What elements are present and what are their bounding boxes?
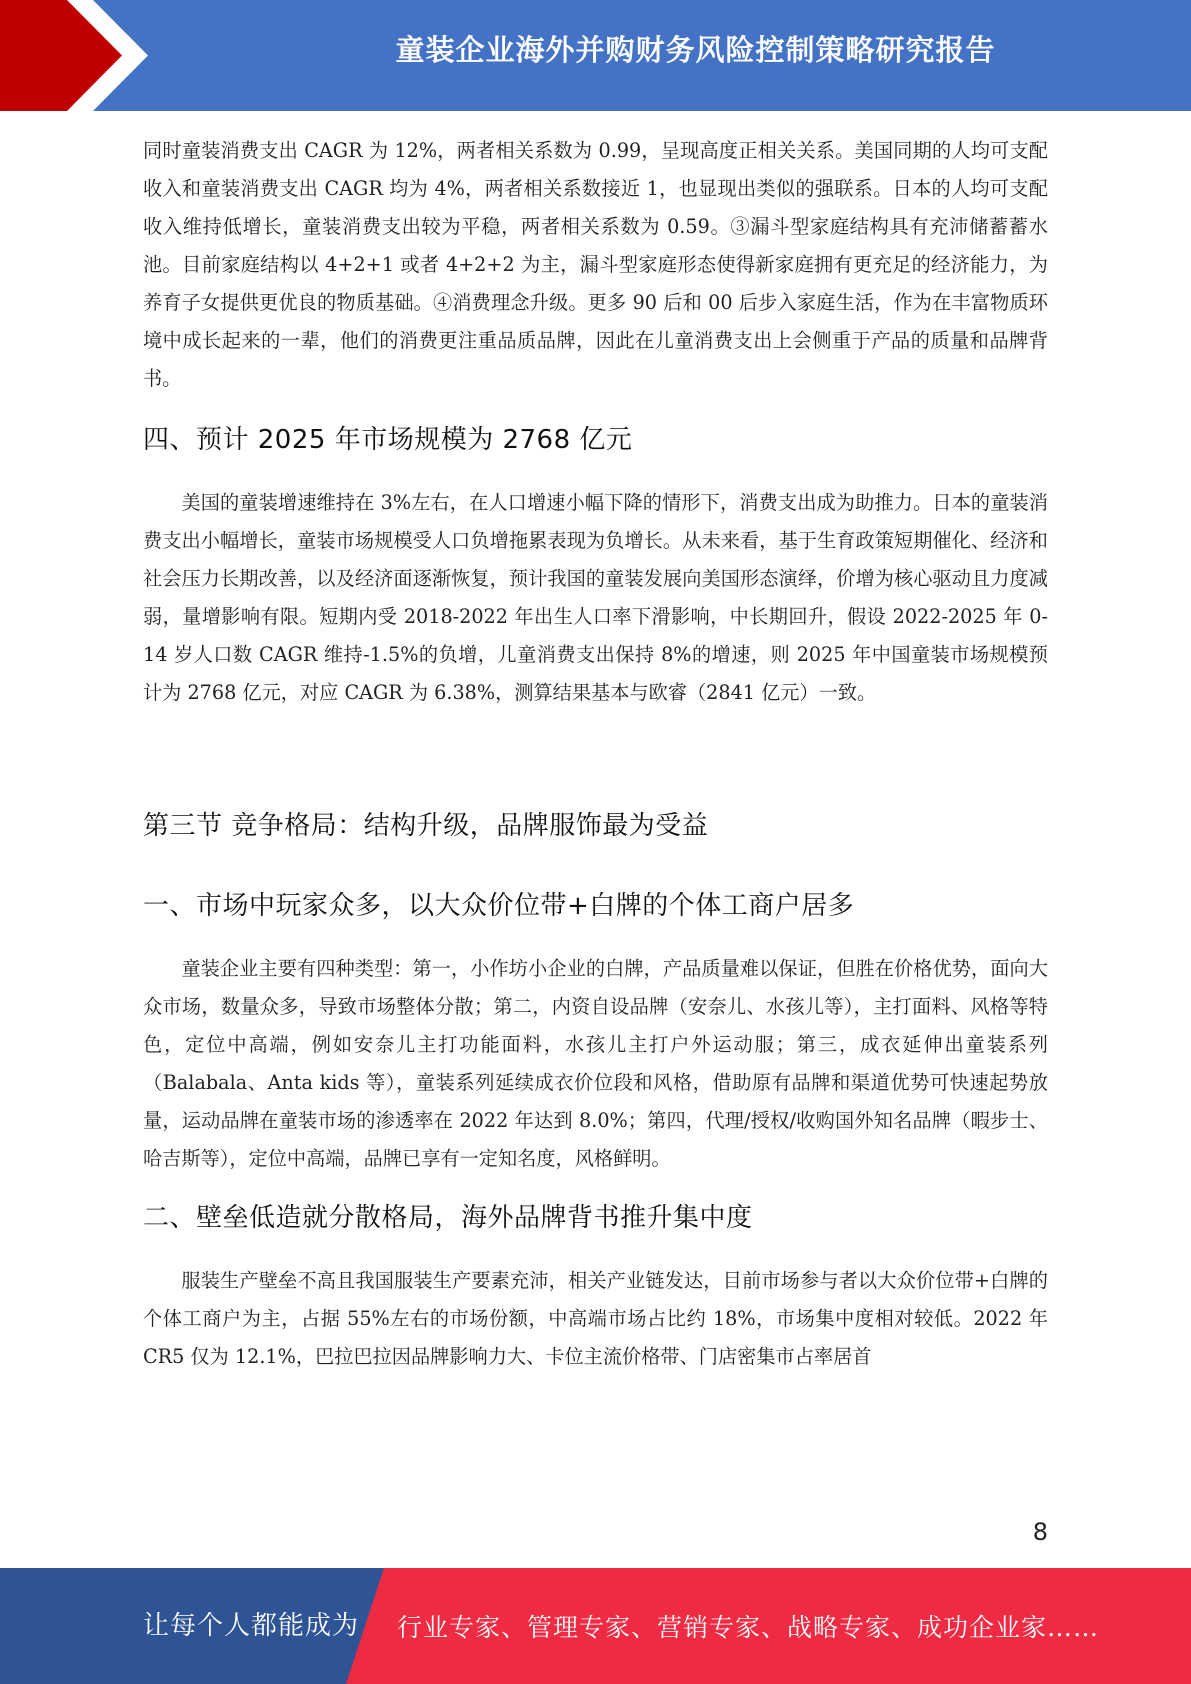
heading-section-2: 二、壁垒低造就分散格局，海外品牌背书推升集中度 bbox=[143, 1203, 753, 1233]
footer-slogan-left: 让每个人都能成为 bbox=[143, 1611, 360, 1641]
chevron-arrow-icon bbox=[0, 0, 160, 111]
heading-section-4: 四、预计 2025 年市场规模为 2768 亿元 bbox=[143, 425, 633, 455]
main-content bbox=[143, 132, 1048, 1376]
intro-paragraph: 同时童装消费支出 CAGR 为 12%，两者相关系数为 0.99，呈现高度正相关关系。美国同期的人均可支配收入和童装消费支出 CAGR 均为 4%，两者相关系数接近 1，也显现出类似的强联系。日本的人均可支配收入维持低增长，童装消费支出较为平稳，两者相关系数为 0.59。③漏斗型家庭结构具有充沛储蓄蓄水池。目前家庭结构以 4+2+1 或者 4+2+2 为主，漏斗型家庭形态使得新家庭拥有更充足的经济能力，为养育子女提供更优良的物质基础。④消费理念升级。更多 90 后和 00 后步入家庭生活，作为在丰富物质环境中成长起来的一辈，他们的消费更注重品质品牌，因此在儿童消费支出上会侧重于产品的质量和品牌背书。 bbox=[143, 139, 1048, 390]
report-title: 童装企业海外并购财务风险控制策略研究报告 bbox=[395, 33, 996, 67]
footer-banner bbox=[0, 1568, 1191, 1684]
footer-slogan-right: 行业专家、管理专家、营销专家、战略专家、成功企业家…… bbox=[397, 1613, 1100, 1642]
paragraph-section-4: 美国的童装增速维持在 3%左右，在人口增速小幅下降的情形下，消费支出成为助推力。日本的童装消费支出小幅增长，童装市场规模受人口负增拖累表现为负增长。从未来看，基于生育政策短期催化、经济和社会压力长期改善，以及经济面逐渐恢复，预计我国的童装发展向美国形态演绎，价增为核心驱动且力度减弱，量增影响有限。短期内受 2018-2022 年出生人口率下滑影响，中长期回升，假设 2022-2025 年 0-14 岁人口数 CAGR 维持-1.5%的负增，儿童消费支出保持 8%的增速，则 2025 年中国童装市场规模预计为 2768 亿元，对应 CAGR 为 6.38%，测算结果基本与欧睿（2841 亿元）一致。 bbox=[143, 491, 1048, 704]
section-3-title: 第三节 竞争格局：结构升级，品牌服饰最为受益 bbox=[143, 811, 709, 841]
page-number: 8 bbox=[1032, 1518, 1048, 1546]
heading-section-1: 一、市场中玩家众多，以大众价位带+白牌的个体工商户居多 bbox=[143, 891, 855, 921]
paragraph-section-1: 童装企业主要有四种类型：第一，小作坊小企业的白牌，产品质量难以保证，但胜在价格优势，面向大众市场，数量众多，导致市场整体分散；第二，内资自设品牌（安奈儿、水孩儿等），主打面料、风格等特色，定位中高端，例如安奈儿主打功能面料，水孩儿主打户外运动服；第三，成衣延伸出童装系列（Balabala、Anta kids 等），童装系列延续成衣价位段和风格，借助原有品牌和渠道优势可快速起势放量，运动品牌在童装市场的渗透率在 2022 年达到 8.0%；第四，代理/授权/收购国外知名品牌（暇步士、哈吉斯等），定位中高端，品牌已享有一定知名度，风格鲜明。 bbox=[143, 957, 1048, 1170]
header-banner bbox=[0, 0, 1191, 111]
paragraph-section-2: 服装生产壁垒不高且我国服装生产要素充沛，相关产业链发达，目前市场参与者以大众价位带+白牌的个体工商户为主，占据 55%左右的市场份额，中高端市场占比约 18%，市场集中度相对较低。2022 年 CR5 仅为 12.1%，巴拉巴拉因品牌影响力大、卡位主流价格带、门店密集市占率居首 bbox=[143, 1269, 1048, 1368]
